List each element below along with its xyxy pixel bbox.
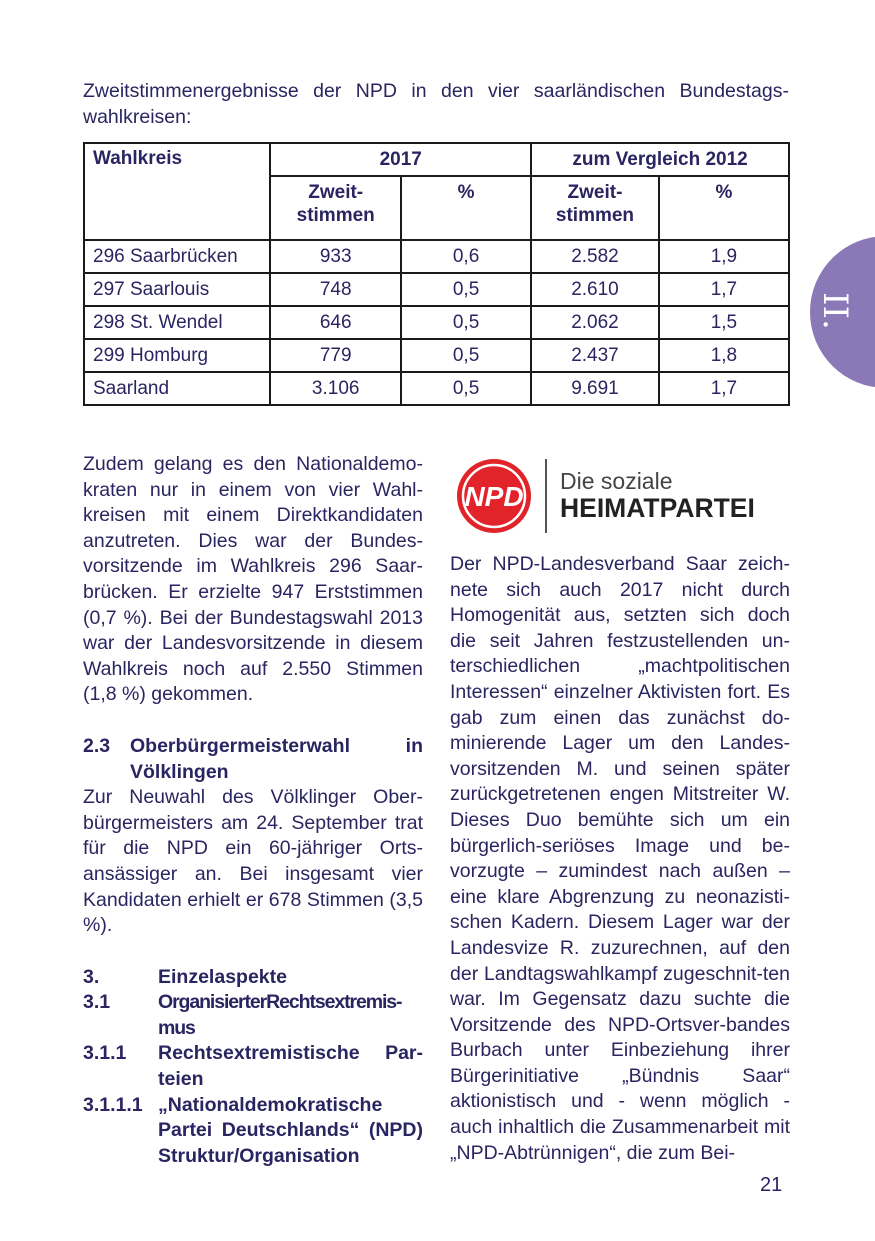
left-paragraph: Zudem gelang es den Nationaldemo-kraten nur in einem von vier Wahl-kreisen mit einem Direktkandidaten anzutreten. Dies war der Bundes-vorsitzende im Wahlkreis 296 Saar-brücken. Er erzielte 947 Erststimmen (0,7 %). Bei der Bundestagswahl 2013 war der Landesvorsitzende in diesem Wahlkreis noch auf 2.550 Stimmen (1,8 %) gekommen. <box>83 453 423 706</box>
cell-wahlkreis: 296 Saarbrücken <box>84 240 270 273</box>
outline-title: OrganisierterRechtsextremis-mus <box>158 991 402 1039</box>
cell-wahlkreis: 298 St. Wendel <box>84 306 270 339</box>
outline-item <box>83 1041 423 1092</box>
outline-title: Einzelaspekte <box>158 965 287 988</box>
table-row <box>84 372 789 405</box>
table-row <box>84 273 789 306</box>
table-row <box>84 339 789 372</box>
cell-wahlkreis: 299 Homburg <box>84 339 270 372</box>
header-wahlkreis: Wahlkreis <box>84 143 270 240</box>
section-2-3-paragraph: Zur Neuwahl des Völklinger Ober-bürgermeisters am 24. September trat für die NPD ein 60-jähriger Orts-ansässiger an. Bei insgesamt vier Kandidaten erhielt er 678 Stimmen (3,5 %). <box>83 786 423 937</box>
header-percent-2017: % <box>401 176 531 240</box>
header-zweitstimmen-2017: Zweit- stimmen <box>270 176 401 240</box>
cell-votes-2017: 779 <box>270 339 401 372</box>
logo-badge-text: NPD <box>464 481 524 512</box>
cell-wahlkreis: 297 Saarlouis <box>84 273 270 306</box>
outline-title: „Nationaldemokratische Partei Deutschlands“ (NPD) Struktur/Organisation <box>158 1093 423 1167</box>
cell-pct-2012: 1,7 <box>659 273 789 306</box>
table-row <box>84 240 789 273</box>
table-row <box>84 306 789 339</box>
cell-pct-2017: 0,6 <box>401 240 531 273</box>
cell-votes-2012: 2.610 <box>531 273 659 306</box>
logo-divider <box>545 459 547 533</box>
cell-pct-2017: 0,5 <box>401 306 531 339</box>
results-table <box>83 142 790 406</box>
right-column <box>450 552 790 1166</box>
cell-votes-2012: 9.691 <box>531 372 659 405</box>
cell-pct-2012: 1,5 <box>659 306 789 339</box>
cell-votes-2017: 933 <box>270 240 401 273</box>
cell-pct-2012: 1,8 <box>659 339 789 372</box>
intro-text: Zweitstimmenergebnisse der NPD in den vier saarländischen Bundestags-wahlkreisen: <box>83 80 789 128</box>
outline-title: Rechtsextremistische Par-teien <box>158 1042 423 1091</box>
outline-item <box>83 990 423 1041</box>
logo-line1: Die soziale <box>560 468 673 494</box>
outline-number: 3. <box>83 965 100 988</box>
chapter-tab-label: II. <box>815 292 855 330</box>
outline-item <box>83 1093 423 1170</box>
section-title: Oberbürgermeisterwahl in Völklingen <box>130 734 423 783</box>
outline-number: 3.1.1.1 <box>83 1093 143 1116</box>
right-paragraph: Der NPD-Landesverband Saar zeich-nete sich auch 2017 nicht durch Homogenität aus, setzten sich doch die seit Jahren festzustellenden un-terschiedlichen „machtpolitischen Interessen“ einzelner Aktivisten fort. Es gab zum einen das zunächst do-minierende Lager um den Landes-vorsitzenden M. und seinen später zurückgetretenen engen Mitstreiter W. Dieses Duo bemühte sich um ein bürgerlich-seriöses Image und be-vorzugte – zumindest nach außen – eine klare Abgrenzung zu neonazisti-schen Kadern. Diesem Lager war der Landesvize R. zuzurechnen, auf den der Landtagswahlkampf zugeschnit-ten war. Im Gegensatz dazu suchte die Vorsitzende des NPD-Ortsver-bandes Burbach unter Einbeziehung ihrer Bürgerinitiative „Bündnis Saar“ aktionistisch und - wenn möglich - auch inhaltlich die Zusammenarbeit mit „NPD-Abtrünnigen“, die zum Bei- <box>450 553 790 1164</box>
cell-wahlkreis: Saarland <box>84 372 270 405</box>
header-2012: zum Vergleich 2012 <box>531 143 789 176</box>
cell-pct-2012: 1,9 <box>659 240 789 273</box>
table-header-row <box>84 143 789 176</box>
outline-number: 3.1.1 <box>83 1042 127 1065</box>
cell-votes-2012: 2.437 <box>531 339 659 372</box>
outline-headings <box>83 965 423 1170</box>
header-percent-2012: % <box>659 176 789 240</box>
header-zweitstimmen-2012: Zweit- stimmen <box>531 176 659 240</box>
cell-pct-2017: 0,5 <box>401 372 531 405</box>
npd-logo <box>456 457 766 535</box>
cell-pct-2012: 1,7 <box>659 372 789 405</box>
cell-pct-2017: 0,5 <box>401 273 531 306</box>
cell-votes-2017: 3.106 <box>270 372 401 405</box>
section-2-3-heading <box>83 734 423 785</box>
cell-pct-2017: 0,5 <box>401 339 531 372</box>
cell-votes-2012: 2.062 <box>531 306 659 339</box>
cell-votes-2017: 748 <box>270 273 401 306</box>
logo-line2: HEIMATPARTEI <box>560 493 755 523</box>
header-2017: 2017 <box>270 143 531 176</box>
outline-item <box>83 965 423 991</box>
section-number: 2.3 <box>83 734 111 757</box>
page-number: 21 <box>760 1174 783 1196</box>
cell-votes-2017: 646 <box>270 306 401 339</box>
outline-number: 3.1 <box>83 991 111 1014</box>
left-column <box>83 452 423 1169</box>
cell-votes-2012: 2.582 <box>531 240 659 273</box>
